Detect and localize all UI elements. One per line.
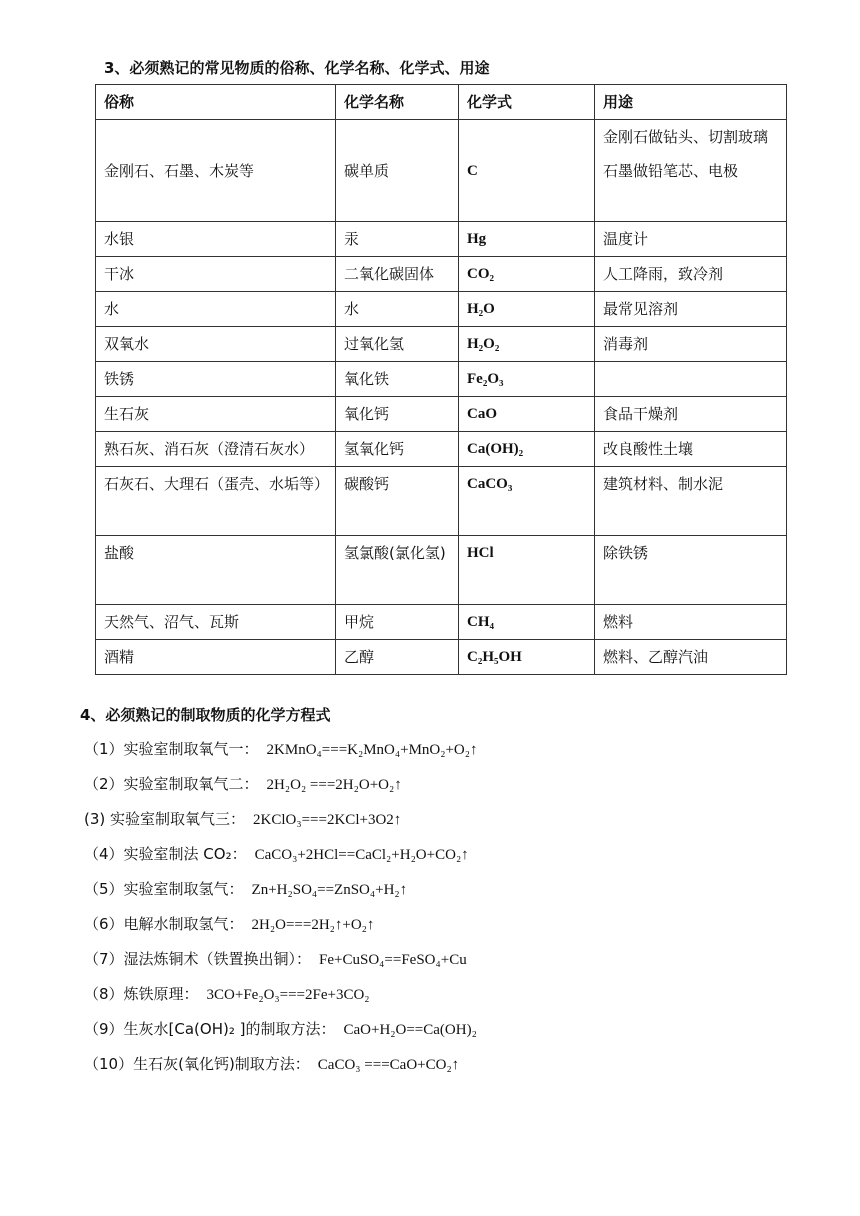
cell-chemical-name: 氧化钙 <box>336 397 459 432</box>
equation-label: （2）实验室制取氧气二： <box>84 775 259 793</box>
equation-formula: 3CO+Fe₂O₃===2Fe+3CO₂ <box>206 987 370 1003</box>
cell-common-name: 水 <box>96 292 336 327</box>
cell-formula: CH₄ <box>459 605 595 640</box>
cell-formula: Ca(OH)₂ <box>459 432 595 467</box>
equation-label: （6）电解水制取氢气： <box>84 915 244 933</box>
equation-label: （7）湿法炼铜术（铁置换出铜）： <box>84 950 312 968</box>
cell-formula: C₂H₅OH <box>459 640 595 675</box>
list-item <box>84 737 784 772</box>
cell-formula: CaO <box>459 397 595 432</box>
section-3-title: 3、必须熟记的常见物质的俗称、化学名称、化学式、用途 <box>104 59 490 77</box>
cell-chemical-name: 氧化铁 <box>336 362 459 397</box>
cell-use: 除铁锈 <box>595 536 787 605</box>
list-item <box>84 1017 784 1052</box>
header-common-name: 俗称 <box>96 85 336 120</box>
equation-formula: 2H₂O===2H₂↑+O₂↑ <box>251 917 375 933</box>
cell-chemical-name: 二氧化碳固体 <box>336 257 459 292</box>
equation-formula: 2KClO₃===2KCl+3O2↑ <box>253 812 402 828</box>
equation-label: （5）实验室制取氢气： <box>84 880 244 898</box>
table-row <box>96 536 787 605</box>
list-item <box>84 877 784 912</box>
cell-chemical-name: 过氧化氢 <box>336 327 459 362</box>
equation-list <box>84 737 784 1087</box>
cell-common-name: 盐酸 <box>96 536 336 605</box>
header-chemical-name: 化学名称 <box>336 85 459 120</box>
cell-formula: Hg <box>459 222 595 257</box>
cell-formula: HCl <box>459 536 595 605</box>
list-item <box>84 947 784 982</box>
cell-chemical-name: 乙醇 <box>336 640 459 675</box>
use-line: 金刚石做钻头、切割玻璃 <box>603 128 769 146</box>
table-row <box>96 292 787 327</box>
table-row <box>96 327 787 362</box>
cell-chemical-name: 汞 <box>336 222 459 257</box>
header-formula: 化学式 <box>459 85 595 120</box>
list-item <box>84 982 784 1017</box>
cell-common-name: 铁锈 <box>96 362 336 397</box>
cell-chemical-name: 氢氯酸(氯化氢) <box>336 536 459 605</box>
cell-chemical-name: 甲烷 <box>336 605 459 640</box>
use-line: 石墨做铅笔芯、电极 <box>603 162 739 180</box>
equation-formula: CaCO₃+2HCl==CaCl₂+H₂O+CO₂↑ <box>254 847 469 863</box>
equation-formula: 2H₂O₂ ===2H₂O+O₂↑ <box>266 777 402 793</box>
cell-common-name: 石灰石、大理石（蛋壳、水垢等） <box>96 467 336 536</box>
cell-formula: H₂O₂ <box>459 327 595 362</box>
cell-formula: CO₂ <box>459 257 595 292</box>
cell-use: 温度计 <box>595 222 787 257</box>
equation-formula: Fe+CuSO₄==FeSO₄+Cu <box>319 952 467 968</box>
table-row <box>96 120 787 222</box>
cell-use: 人工降雨，致冷剂 <box>595 257 787 292</box>
cell-chemical-name: 氢氧化钙 <box>336 432 459 467</box>
cell-chemical-name: 水 <box>336 292 459 327</box>
table-row <box>96 257 787 292</box>
cell-common-name: 金刚石、石墨、木炭等 <box>96 120 336 222</box>
section-4-title: 4、必须熟记的制取物质的化学方程式 <box>80 706 331 724</box>
cell-use: 食品干燥剂 <box>595 397 787 432</box>
table-row <box>96 467 787 536</box>
cell-use <box>595 362 787 397</box>
list-item <box>84 772 784 807</box>
equation-formula: 2KMnO₄===K₂MnO₄+MnO₂+O₂↑ <box>266 742 478 758</box>
cell-use: 消毒剂 <box>595 327 787 362</box>
cell-use: 燃料、乙醇汽油 <box>595 640 787 675</box>
equation-label: (3) 实验室制取氧气三： <box>84 810 246 828</box>
equation-formula: Zn+H₂SO₄==ZnSO₄+H₂↑ <box>251 882 408 898</box>
list-item <box>84 842 784 877</box>
cell-common-name: 生石灰 <box>96 397 336 432</box>
cell-chemical-name: 碳单质 <box>336 120 459 222</box>
cell-use: 燃料 <box>595 605 787 640</box>
table-row <box>96 432 787 467</box>
equation-formula: CaCO₃ ===CaO+CO₂↑ <box>317 1057 460 1073</box>
equation-label: （8）炼铁原理： <box>84 985 199 1003</box>
cell-common-name: 酒精 <box>96 640 336 675</box>
cell-common-name: 水银 <box>96 222 336 257</box>
list-item <box>84 807 784 842</box>
header-use: 用途 <box>595 85 787 120</box>
table-row <box>96 640 787 675</box>
equation-label: （10）生石灰(氧化钙)制取方法： <box>84 1055 310 1073</box>
cell-formula: H₂O <box>459 292 595 327</box>
cell-formula: CaCO₃ <box>459 467 595 536</box>
cell-common-name: 双氧水 <box>96 327 336 362</box>
cell-common-name: 天然气、沼气、瓦斯 <box>96 605 336 640</box>
cell-formula: C <box>459 120 595 222</box>
cell-use: 改良酸性土壤 <box>595 432 787 467</box>
equation-label: （4）实验室制法 CO₂： <box>84 845 247 863</box>
equation-label: （1）实验室制取氧气一： <box>84 740 259 758</box>
table-header-row <box>96 85 787 120</box>
table-row <box>96 222 787 257</box>
table-row <box>96 362 787 397</box>
equation-label: （9）生灰水[Ca(OH)₂ ]的制取方法： <box>84 1020 336 1038</box>
cell-chemical-name: 碳酸钙 <box>336 467 459 536</box>
cell-common-name: 干冰 <box>96 257 336 292</box>
list-item <box>84 912 784 947</box>
table-row <box>96 605 787 640</box>
substances-table <box>95 84 787 675</box>
cell-common-name: 熟石灰、消石灰（澄清石灰水） <box>96 432 336 467</box>
table-row <box>96 397 787 432</box>
cell-formula: Fe₂O₃ <box>459 362 595 397</box>
list-item <box>84 1052 784 1087</box>
cell-use: 建筑材料、制水泥 <box>595 467 787 536</box>
cell-use: 最常见溶剂 <box>595 292 787 327</box>
equation-formula: CaO+H₂O==Ca(OH)₂ <box>343 1022 477 1038</box>
cell-use <box>595 120 787 222</box>
